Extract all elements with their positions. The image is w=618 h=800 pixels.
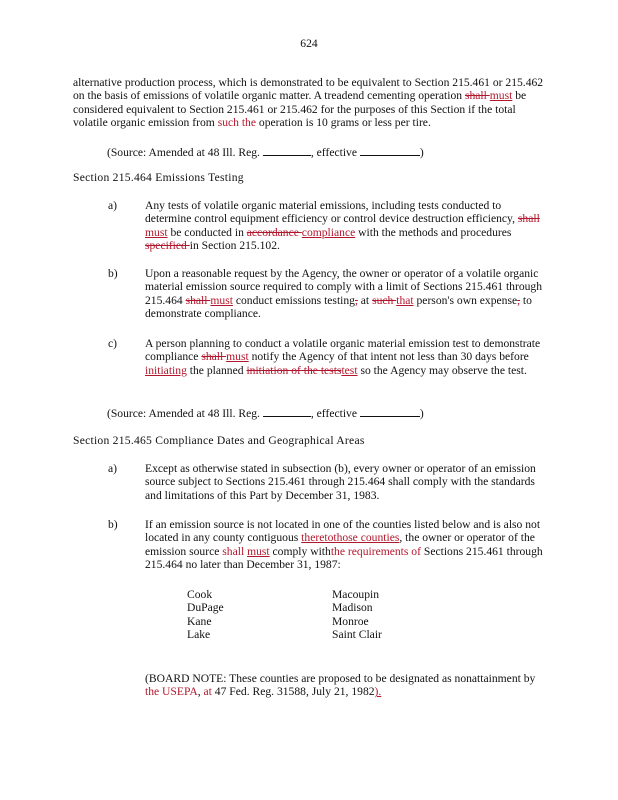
deleted-text: such	[372, 293, 397, 307]
county-name: DuPage	[187, 601, 224, 615]
section-heading: Section 215.465 Compliance Dates and Geographical Areas	[73, 434, 365, 447]
inserted-text: must	[226, 350, 249, 364]
subsection-label: c)	[108, 337, 118, 350]
subsection-label: b)	[108, 267, 118, 280]
deleted-text: specified	[145, 239, 190, 253]
inserted-text: such the	[217, 116, 257, 130]
inserted-text: must	[145, 225, 168, 239]
blank-line	[263, 406, 311, 417]
subsection-text: Upon a reasonable request by the Agency, the owner or operator of a volatile organic material emission source required to comply with a limit of Sections 215.461 through 215.464 shall must conduct emissions testing, at such that person's own expense, to demonstrate compliance.	[145, 267, 543, 321]
subsection-label: a)	[108, 462, 118, 475]
subsection-label: a)	[108, 199, 118, 212]
county-name: Monroe	[332, 614, 369, 628]
section-heading: Section 215.464 Emissions Testing	[73, 171, 244, 184]
county-name: Saint Clair	[332, 628, 382, 642]
deleted-text: shall	[464, 89, 490, 103]
deleted-text: shall	[201, 350, 227, 364]
county-list-right	[332, 588, 382, 642]
inserted-text: must	[210, 293, 233, 307]
inserted-text: the requirements of	[330, 544, 421, 558]
inserted-text: must	[247, 544, 270, 558]
blank-line	[360, 145, 420, 156]
county-name: Cook	[187, 588, 213, 601]
page-number: 624	[300, 37, 318, 50]
deleted-text: shall	[185, 293, 211, 307]
board-note: (BOARD NOTE: These counties are proposed to be designated as nonattainment by the USEPA, at 47 Fed. Reg. 31588, July 21, 1982).	[145, 672, 536, 699]
blank-line	[263, 145, 311, 156]
inserted-text: compliance	[301, 225, 356, 239]
source-note: (Source: Amended at 48 Ill. Reg. , effective )	[107, 407, 424, 420]
inserted-text: at	[203, 685, 212, 699]
subsection-text: Except as otherwise stated in subsection (b), every owner or operator of an emission source subject to Sections 215.461 through 215.464 shall comply with the standards and limitations of this Part by December 31, 1983.	[145, 462, 536, 502]
deleted-text: initiation of the tests	[246, 363, 342, 377]
subsection-text: A person planning to conduct a volatile organic material emission test to demonstrate compliance shall must notify the Agency of that intent not less than 30 days before initiating the planned initiation of the teststest so the Agency may observe the test.	[145, 337, 541, 377]
inserted-text: the USEPA	[145, 685, 198, 699]
deleted-text: accordance	[246, 225, 302, 239]
inserted-text: test	[341, 363, 358, 377]
deleted-text: ,	[354, 293, 358, 307]
county-name: Lake	[187, 628, 211, 642]
county-name: Macoupin	[332, 588, 380, 601]
inserted-text: must	[489, 89, 513, 103]
paragraph-continuation: alternative production process, which is demonstrated to be equivalent to Section 215.461 or 215.462 on the basis of emissions of volatile organic matter. A treadend cementing operation shall must be considered equivalent to Section 215.461 or 215.462 for the purposes of this Section if the total volatile organic emission from such the operation is 10 grams or less per tire.	[73, 76, 544, 130]
inserted-text: shall	[222, 544, 248, 558]
subsection-label: b)	[108, 518, 118, 531]
deleted-text: shall	[517, 212, 540, 226]
subsection-text: Any tests of volatile organic material emissions, including tests conducted to determine control equipment efficiency or control device destruction efficiency, shall must be conducted in accordance compliance with the methods and procedures specified in Section 215.102.	[145, 199, 540, 253]
county-list-left	[187, 588, 224, 642]
county-name: Kane	[187, 614, 212, 628]
subsection-text: If an emission source is not located in one of the counties listed below and is also not located in any county contiguous theretothose counties, the owner or operator of the emission source shall must comply withthe requirements of Sections 215.461 through 215.464 no later than December 31, 1987:	[145, 518, 543, 572]
deleted-text: ,	[517, 293, 521, 307]
inserted-text: ).	[374, 685, 382, 699]
county-name: Madison	[332, 601, 373, 615]
blank-line	[360, 406, 420, 417]
inserted-text: initiating	[145, 363, 187, 377]
source-note: (Source: Amended at 48 Ill. Reg. , effective )	[107, 146, 424, 159]
inserted-text: that	[396, 293, 414, 307]
inserted-text: theretothose counties	[301, 531, 400, 545]
